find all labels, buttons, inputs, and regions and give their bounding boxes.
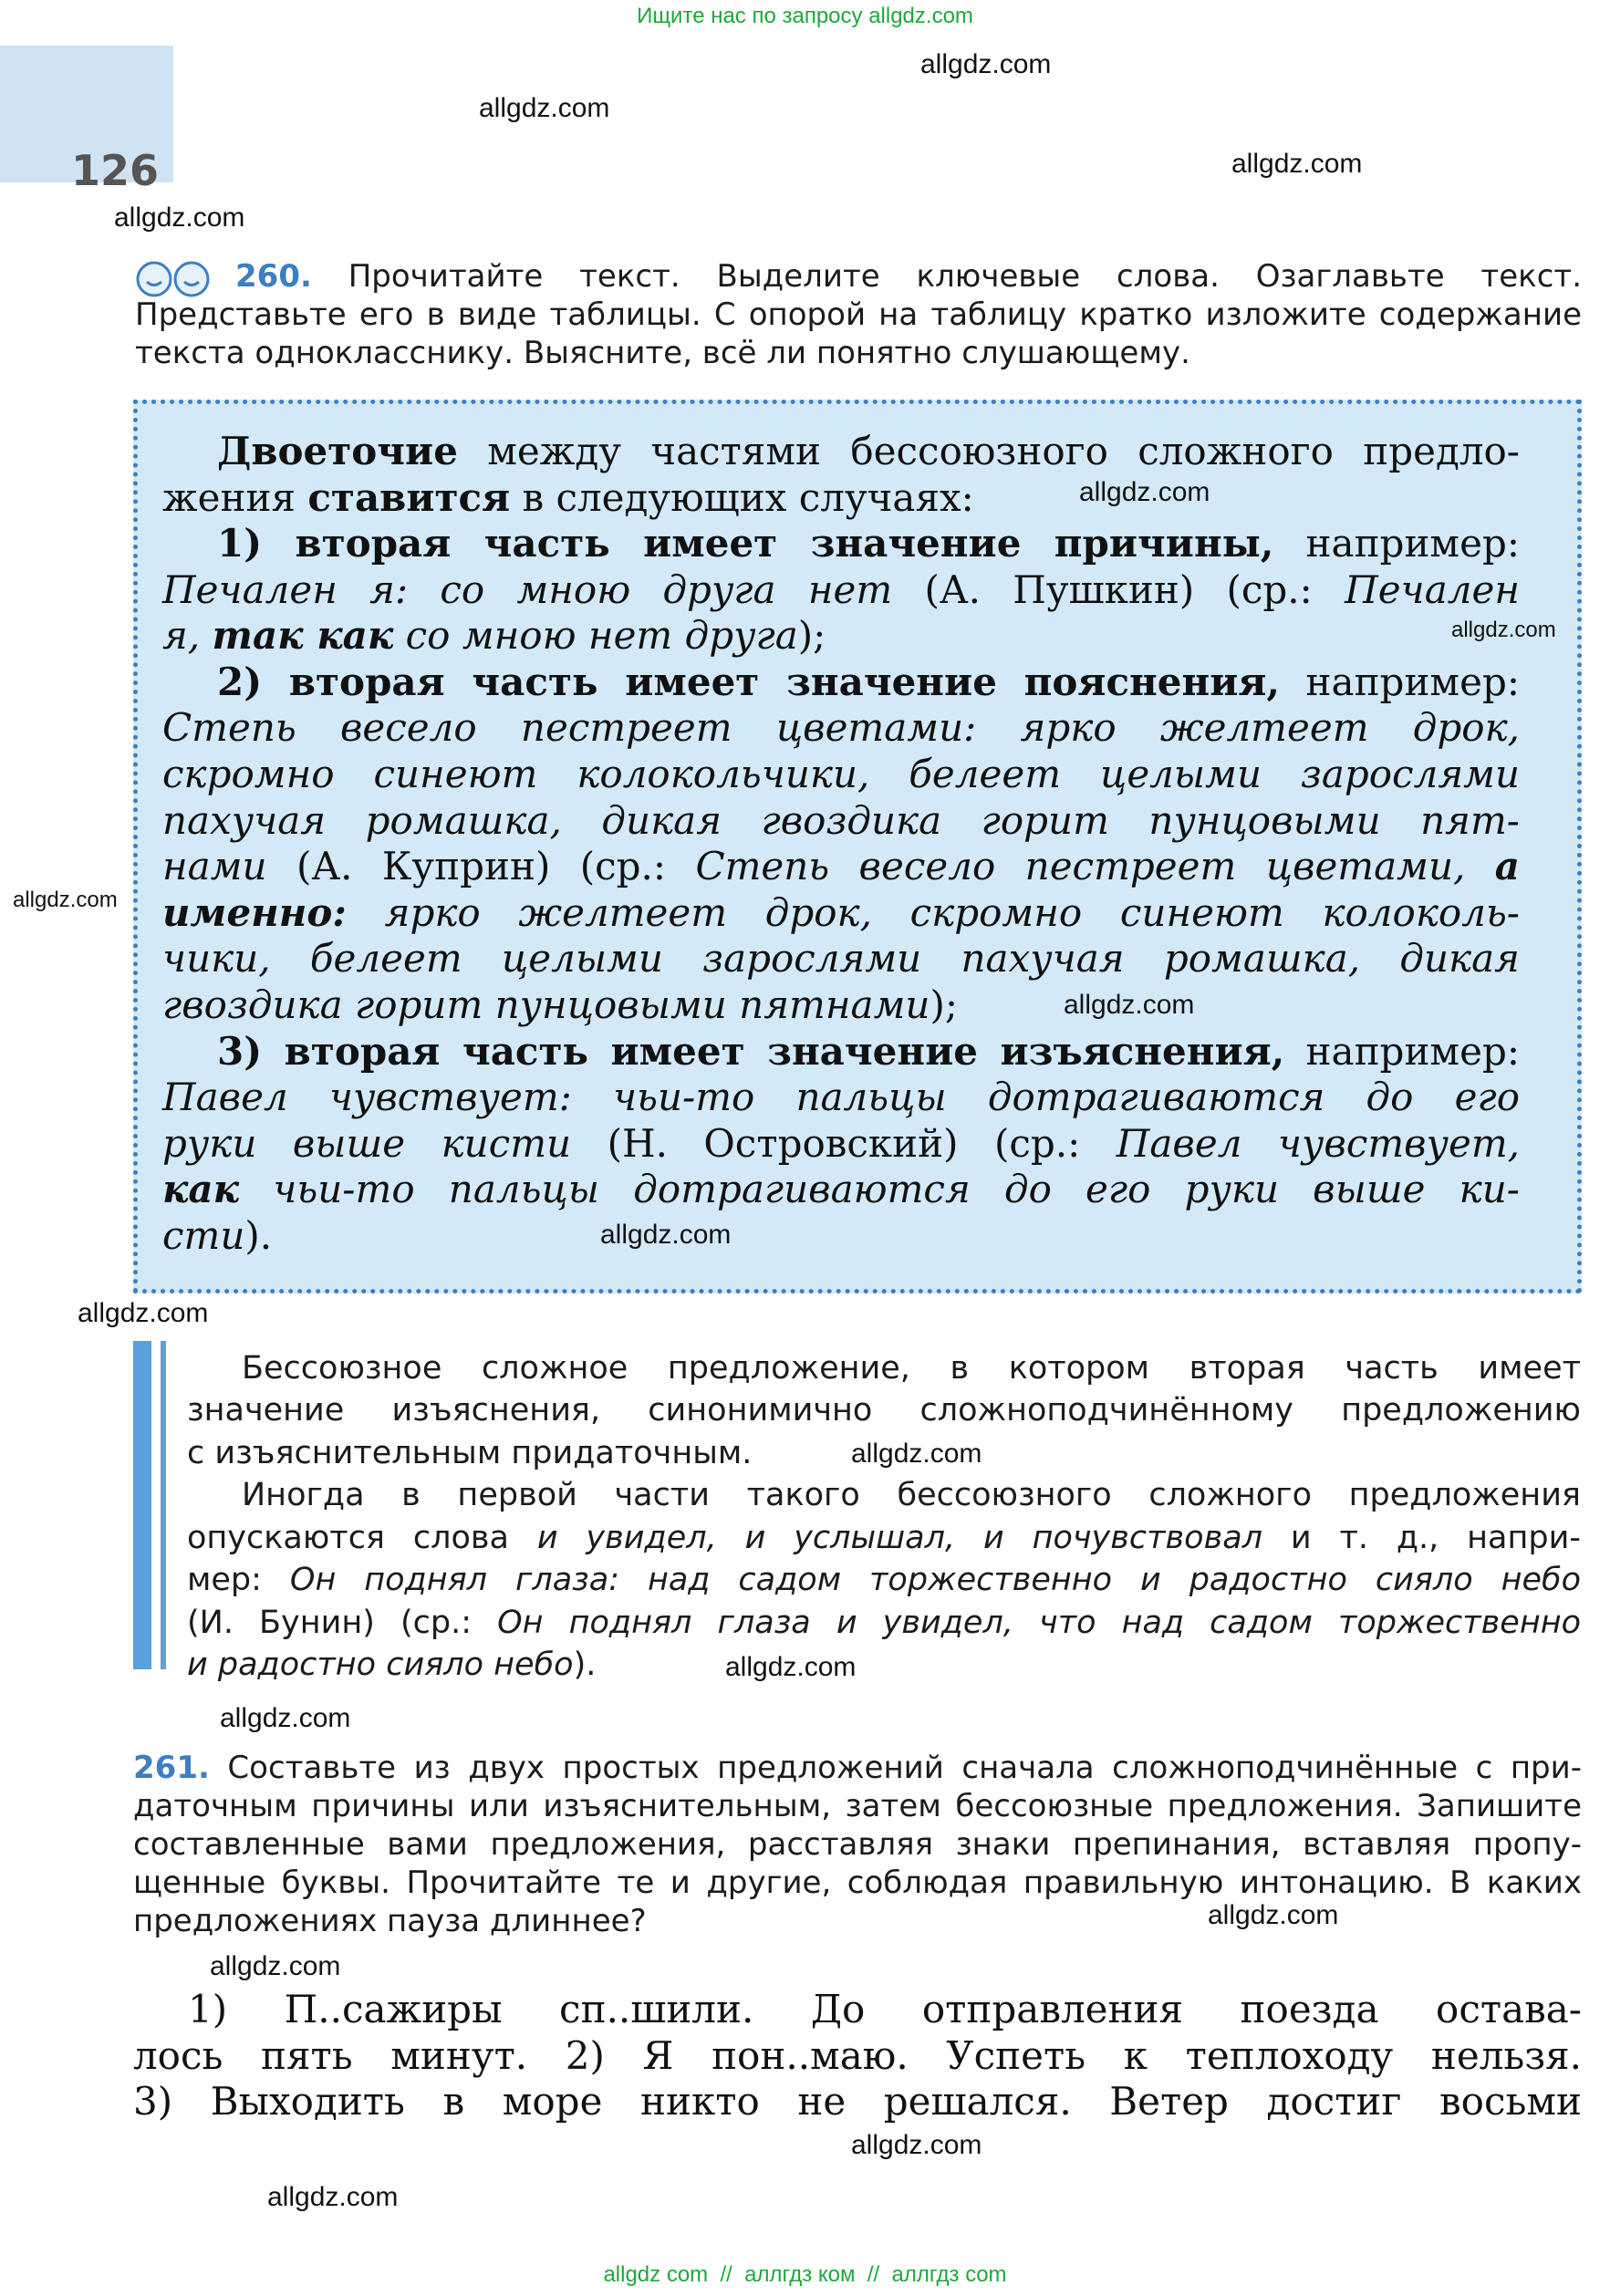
task-line: 261. Составьте из двух простых предложений сначала сложноподчинённые с при- [133,1750,1582,1786]
sentence-line: 3) Выходить в море никто не решался. Ветер достиг восьми [133,2079,1582,2124]
rule-line: жения ставится в следующих случаях: [162,475,974,520]
watermark: allgdz.com [1079,477,1210,507]
rule-line: как чьи-то пальцы дотрагиваются до его руки выше ки- [162,1167,1520,1211]
note-line: с изъяснительным придаточным. [187,1435,753,1471]
task-line: составленные вами предложения, расставляя знаки препинания, вставляя пропу- [133,1826,1582,1863]
rule-line: именно: ярко желтеет дрок, скромно синеют колоколь- [162,890,1521,935]
task-line: текста однокласснику. Выясните, всё ли понятно слушающему. [135,335,1190,371]
task-line: Прочитайте текст. Выделите ключевые слова. Озаглавьте текст. [348,258,1583,295]
rule-text [162,429,1520,1268]
note-line: значение изъяснения, синонимично сложноподчинённому предложению [187,1392,1581,1429]
rule-line: пахучая ромашка, дикая гвоздика горит пунцовыми пят- [162,798,1520,843]
rule-line: я, так как со мною нет друга); [162,613,826,658]
watermark: allgdz.com [13,888,118,912]
exercise-261-task [133,1749,1582,1949]
watermark: allgdz.com [1231,149,1363,179]
watermark: allgdz.com [725,1652,857,1682]
watermark: allgdz.com [851,1439,982,1469]
note-line: мер: Он поднял глаза: над садом торжественно и радостно сияло небо [187,1562,1581,1598]
watermark: allgdz.com [210,1951,341,1981]
pair-work-icon [135,260,219,296]
watermark: allgdz.com [851,2130,982,2160]
exercise-261-sentences [133,1987,1582,2133]
note-line: Бессоюзное сложное предложение, в котором вторая часть имеет [242,1350,1581,1387]
watermark: allgdz.com [479,93,610,123]
task-line: Представьте его в виде таблицы. С опорой на таблицу кратко изложите содержание [135,296,1582,333]
watermark: allgdz.com [267,2182,399,2212]
rule-line: сти). [162,1213,273,1258]
footer-links[interactable]: allgdz com // аллгдз ком // аллгдз com [603,2262,1007,2287]
watermark: allgdz.com [600,1220,732,1250]
note-bar [133,1341,151,1669]
watermark: allgdz.com [220,1703,351,1733]
task-line: предложениях пауза длиннее? [133,1903,647,1939]
task-line: щенные буквы. Прочитайте те и другие, соблюдая правильную интонацию. В каких [133,1865,1582,1901]
rule-line: Двоеточие между частями бессоюзного сложного предло- [217,429,1521,473]
sentence-line: лось пять минут. 2) Я пон..маю. Успеть к теплоходу нельзя. [133,2033,1582,2078]
watermark: allgdz.com [78,1298,209,1328]
exercise-260-number: 260. [235,258,312,295]
rule-line: руки выше кисти (Н. Островский) (ср.: Павел чувствует, [162,1121,1521,1166]
note-line: (И. Бунин) (ср.: Он поднял глаза и увидел, что над садом торжественно [187,1605,1581,1641]
top-banner[interactable]: Ищите нас по запросу allgdz.com [637,4,973,28]
rule-line: 1) вторая часть имеет значение причины, например: [217,521,1520,566]
rule-line: Павел чувствует: чьи-то пальцы дотрагиваются до его [162,1075,1520,1119]
watermark: allgdz.com [1208,1900,1339,1930]
rule-line: 3) вторая часть имеет значение изъяснения, например: [217,1029,1520,1074]
note-line: опускаются слова и увидел, и услышал, и почувствовал и т. д., напри- [187,1520,1581,1556]
exercise-261-number: 261. [133,1750,210,1786]
watermark: allgdz.com [920,49,1052,79]
rule-line: Печален я: со мною друга нет (А. Пушкин) (ср.: Печален [162,567,1520,612]
note-bar-thin [161,1341,166,1669]
task-line: даточным причины или изъяснительным, затем бессоюзные предложения. Запишите [133,1788,1582,1824]
page-number: 126 [71,146,160,195]
rule-line: 2) вторая часть имеет значение пояснения, например: [217,660,1520,704]
note-line: и радостно сияло небо). [187,1647,597,1683]
rule-line: скромно синеют колокольчики, белеет целыми зарослями [162,752,1520,796]
note-text [187,1347,1581,1683]
rule-line: нами (А. Куприн) (ср.: Степь весело пестреет цветами, а [162,844,1520,888]
rule-line: чики, белеет целыми зарослями пахучая ромашка, дикая [162,936,1520,981]
watermark: allgdz.com [1451,618,1556,642]
rule-line: гвоздика горит пунцовыми пятнами); [162,982,958,1027]
note-line: Иногда в первой части такого бессоюзного сложного предложения [242,1477,1581,1513]
rule-line: Степь весело пестреет цветами: ярко желтеет дрок, [162,705,1520,750]
sentence-line: 1) П..сажиры сп..шили. До отправления поезда остава- [188,1987,1582,2031]
watermark: allgdz.com [114,203,245,233]
watermark: allgdz.com [1064,990,1195,1020]
exercise-260-task [135,257,1582,385]
